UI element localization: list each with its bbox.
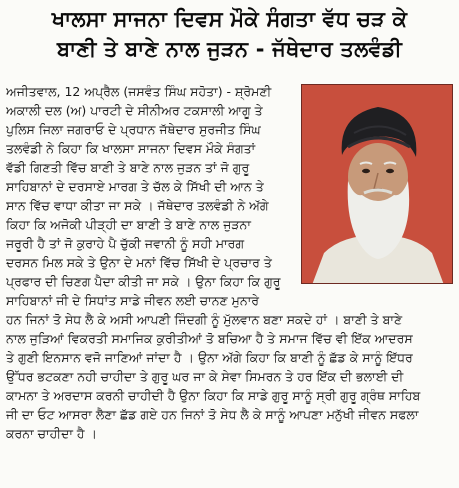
article-line: ਉੱਧਰ ਭਟਕਣਾ ਨਹੀ ਚਾਹੀਦਾ ਤੇ ਗੁਰੂ ਘਰ ਜਾ ਕੇ ਸੇਵਾ ਸਿਮਰਨ ਤੇ ਹਰ ਇੱਕ ਦੀ ਭਲਾਈ ਦੀ	[6, 369, 404, 384]
article-line: ਤਲਵੰਡੀ ਨੇ ਕਿਹਾ ਕਿ ਖਾਲਸਾ ਸਾਜਨਾ ਦਿਵਸ ਮੌਕੇ ਸੰਗਤਾਂ	[6, 141, 256, 156]
article-line: ਦਰਸਨ ਮਿਲ ਸਕੇ ਤੇ ਉਨਾ ਦੇ ਮਨਾਂ ਵਿੱਚ ਸਿੱਖੀ ਦੇ ਪ੍ਰਚਾਰ ਤੇ	[6, 255, 272, 270]
article-line: ਅਜੀਤਵਾਲ, 12 ਅਪ੍ਰੈਲ (ਜਸਵੰਤ ਸਿੰਘ ਸਹੋਤਾ) - ਸ਼੍ਰੋਮਣੀ	[6, 84, 272, 99]
article-line: ਵੱਡੀ ਗਿਣਤੀ ਵਿੱਚ ਬਾਣੀ ਤੇ ਬਾਣੇ ਨਾਲ ਜੁੜਨ ਤਾਂ ਜੋ ਗੁਰੂ	[6, 160, 250, 175]
headline-line-2: ਬਾਣੀ ਤੇ ਬਾਣੇ ਨਾਲ ਜੁੜਨ - ਜੱਥੇਦਾਰ ਤਲਵੰਡੀ	[56, 37, 402, 61]
article-line: ਪੁਲਿਸ ਜਿਲਾ ਜਗਰਾਓ ਦੇ ਪ੍ਰਧਾਨ ਜੱਥੇਦਾਰ ਸੁਰਜੀਤ ਸਿੰਘ	[6, 122, 261, 137]
headline-line-1: ਖਾਲਸਾ ਸਾਜਨਾ ਦਿਵਸ ਮੌਕੇ ਸੰਗਤਾ ਵੱਧ ਚੜ ਕੇ	[51, 7, 408, 31]
headline	[6, 4, 453, 64]
article-line: ਸਾਹਿਬਾਨਾਂ ਦੇ ਦਰਸਾਏ ਮਾਰਗ ਤੇ ਚੱਲ ਕੇ ਸਿੱਖੀ ਦੀ ਆਨ ਤੇ	[6, 179, 264, 194]
article-line: ਪ੍ਰਫਾਰ ਦੀ ਚਿਣਗ ਪੈਦਾ ਕੀਤੀ ਜਾ ਸਕੇ । ਉਨਾ ਕਿਹਾ ਕਿ ਗੁਰੂ	[6, 274, 281, 289]
article-line: ਅਕਾਲੀ ਦਲ (ਅ) ਪਾਰਟੀ ਦੇ ਸੀਨੀਅਰ ਟਕਸਾਲੀ ਆਗੂ ਤੇ	[6, 103, 263, 118]
article-line: ਕਾਮਨਾ ਤੇ ਅਰਦਾਸ ਕਰਨੀ ਚਾਹੀਦੀ ਹੈ ਉਨਾ ਕਿਹਾ ਕਿ ਸਾਡੇ ਗੁਰੂ ਸਾਨੂੰ ਸ੍ਰੀ ਗੁਰੂ ਗ੍ਰੰਥ ਸਾਹਿਬ	[6, 388, 421, 403]
article-line: ਕਿਹਾ ਕਿ ਅਜੋਕੀ ਪੀੜ੍ਹੀ ਦਾ ਬਾਣੀ ਤੇ ਬਾਣੇ ਨਾਲ ਜੁੜਨਾ	[6, 217, 251, 232]
article-line: ਜਰੂਰੀ ਹੈ ਤਾਂ ਜੋ ਕੁਰਾਹੇ ਪੈ ਚੁੱਕੀ ਜਵਾਨੀ ਨੂੰ ਸਹੀ ਮਾਰਗ	[6, 236, 245, 251]
article-line: ਤੇ ਗੁਣੀ ਇਨਸਾਨ ਵਜੋ ਜਾਣਿਆਂ ਜਾਂਦਾ ਹੈ । ਉਨਾ ਅੱਗੇ ਕਿਹਾ ਕਿ ਬਾਣੀ ਨੂੰ ਛੱਡ ਕੇ ਸਾਨੂੰ ਇੱਧਰ	[6, 350, 413, 365]
article-line: ਨਾਲ ਜੁੜਿਆਂ ਵਿਕਰਤੀ ਸਮਾਜਿਕ ਕੁਰੀਤੀਆਂ ਤੋ ਬਚਿਆ ਹੈ ਤੇ ਸਮਾਜ ਵਿੱਚ ਵੀ ਇੱਕ ਆਦਰਸ	[6, 331, 413, 346]
article-line: ਕਰਨਾ ਚਾਹੀਦਾ ਹੈ ।	[6, 426, 97, 441]
article-line: ਹਨ ਜਿਨਾਂ ਤੋ ਸੇਧ ਲੈ ਕੇ ਅਸੀ ਆਪਣੀ ਜਿੰਦਗੀ ਨੂੰ ਮੁੱਲਵਾਨ ਬਣਾ ਸਕਦੇ ਹਾਂ । ਬਾਣੀ ਤੇ ਬਾਣੇ	[6, 312, 403, 327]
article-line: ਸਾਹਿਬਾਨਾਂ ਜੀ ਦੇ ਸਿਧਾਂਤ ਸਾਡੇ ਜੀਵਨ ਲਈ ਚਾਨਣ ਮੁਨਾਰੇ	[6, 293, 260, 308]
article-body	[6, 82, 454, 443]
article-line: ਸਾਨ ਵਿੱਚ ਵਾਧਾ ਕੀਤਾ ਜਾ ਸਕੇ । ਜੱਥੇਦਾਰ ਤਲਵੰਡੀ ਨੇ ਅੱਗੇ	[6, 198, 269, 213]
article-line: ਜੀ ਦਾ ਓਟ ਆਸਰਾ ਲੈਣਾ ਛੱਡ ਗਏ ਹਨ ਜਿਨਾਂ ਤੋ ਸੇਧ ਲੈ ਕੇ ਸਾਨੂੰ ਆਪਣਾ ਮਨੁੱਖੀ ਜੀਵਨ ਸਫਲਾ	[6, 407, 419, 422]
